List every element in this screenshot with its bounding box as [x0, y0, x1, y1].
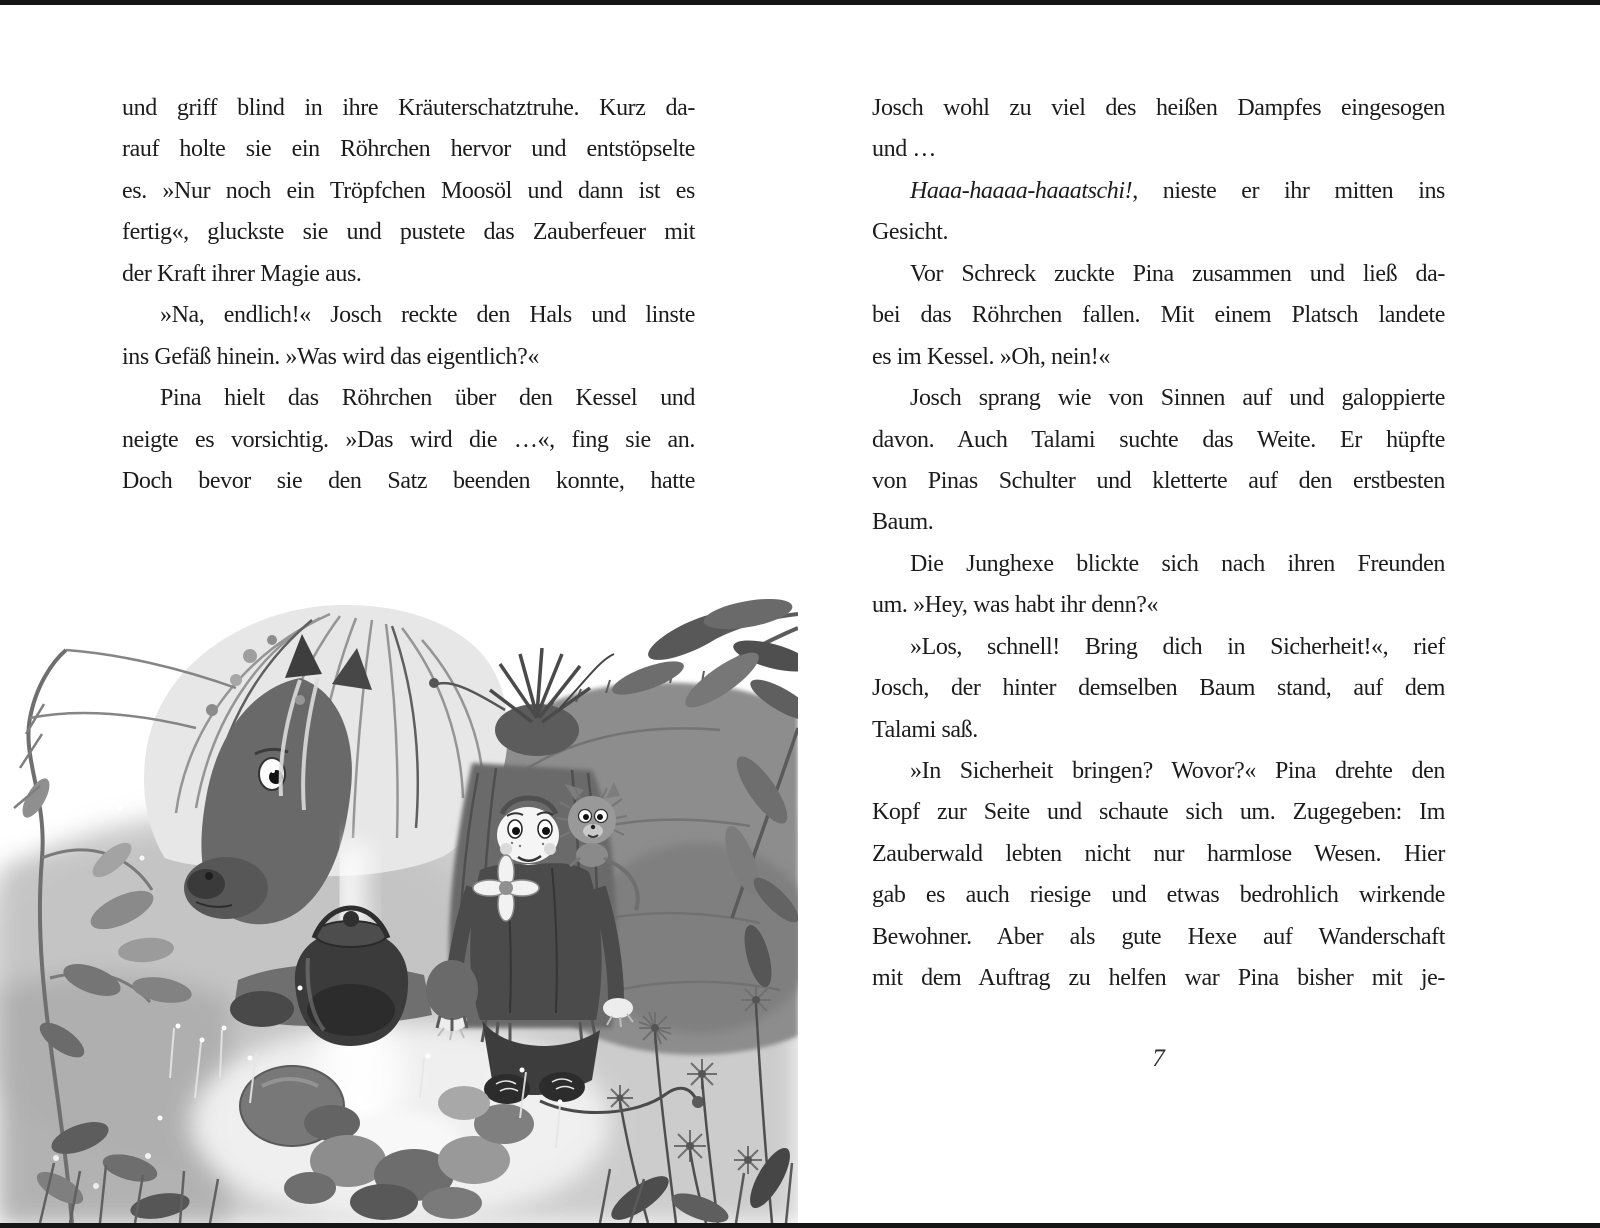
text-line: [872, 710, 1445, 751]
text-line: [872, 502, 1445, 543]
text-line: [872, 544, 1445, 585]
text-line: [872, 378, 1445, 419]
line-text: »In Sicherheit bringen? Wovor?« Pina drehte den: [910, 758, 1445, 784]
text-line: [872, 129, 1445, 170]
line-text: fertig«, gluckste sie und pustete das Zauberfeuer mit: [122, 219, 695, 246]
text-line: [872, 627, 1445, 668]
text-line: [872, 254, 1445, 295]
line-text: es im Kessel. »Oh, nein!«: [872, 343, 1110, 370]
text-line: [872, 212, 1445, 253]
left-page-text: [122, 88, 695, 502]
page-number: 7: [1152, 1045, 1165, 1072]
line-text: ins Gefäß hinein. »Was wird das eigentlich?«: [122, 343, 540, 370]
line-text: es. »Nur noch ein Tröpfchen Moosöl und dann ist es: [122, 177, 695, 204]
text-line: [122, 254, 695, 295]
line-text: »Na, endlich!« Josch reckte den Hals und linste: [160, 302, 695, 329]
story-illustration: [0, 558, 798, 1223]
text-line: [872, 958, 1445, 999]
text-line: [122, 88, 695, 129]
line-text: Zauberwald lebten nicht nur harmlose Wesen. Hier: [872, 840, 1445, 867]
line-text: davon. Auch Talami suchte das Weite. Er hüpfte: [872, 426, 1445, 453]
line-text: um. »Hey, was habt ihr denn?«: [872, 592, 1159, 619]
line-text: Die Junghexe blickte sich nach ihren Freunden: [910, 550, 1445, 577]
line-text: von Pinas Schulter und kletterte auf den erstbesten: [872, 467, 1445, 494]
line-text: Vor Schreck zuckte Pina zusammen und ließ da-: [910, 260, 1445, 287]
text-line: [872, 420, 1445, 461]
text-line: [122, 212, 695, 253]
line-text: , nieste er ihr mitten ins: [1132, 177, 1445, 204]
text-line: [872, 875, 1445, 916]
text-line: [872, 792, 1445, 833]
line-text: Pina hielt das Röhrchen über den Kessel und: [160, 385, 695, 412]
line-text: Josch, der hinter demselben Baum stand, auf dem: [872, 675, 1445, 702]
top-edge-bar: [0, 0, 1600, 5]
text-line: [122, 129, 695, 170]
text-line: [872, 917, 1445, 958]
text-line: [872, 461, 1445, 502]
text-line: [872, 171, 1445, 212]
line-text: mit dem Auftrag zu helfen war Pina bisher mit je-: [872, 965, 1445, 992]
text-line: [872, 751, 1445, 792]
text-line: [872, 337, 1445, 378]
line-text: und griff blind in ihre Kräuterschatztruhe. Kurz da-: [122, 95, 695, 121]
text-line: [122, 295, 695, 336]
line-text: Baum.: [872, 509, 934, 536]
text-line: [872, 585, 1445, 626]
text-line: [872, 295, 1445, 336]
line-text: gab es auch riesige und etwas bedrohlich wirkende: [872, 882, 1445, 909]
line-text-italic: Haaa-haaaa-haaatschi!: [910, 177, 1133, 204]
line-text: »Los, schnell! Bring dich in Sicherheit!«, rief: [910, 633, 1445, 660]
line-text: Bewohner. Aber als gute Hexe auf Wanderschaft: [872, 923, 1445, 950]
line-text: Josch wohl zu viel des heißen Dampfes eingesogen: [872, 95, 1445, 121]
right-page-text: [872, 88, 1445, 1000]
line-text: der Kraft ihrer Magie aus.: [122, 260, 362, 287]
line-text: Doch bevor sie den Satz beenden konnte, hatte: [122, 467, 695, 494]
bottom-edge-bar: [0, 1223, 1600, 1228]
text-line: [122, 171, 695, 212]
line-text: Gesicht.: [872, 219, 949, 246]
text-line: [122, 378, 695, 419]
text-line: [872, 668, 1445, 709]
line-text: Josch sprang wie von Sinnen auf und galoppierte: [910, 385, 1445, 412]
text-line: [872, 834, 1445, 875]
text-line: [122, 420, 695, 461]
line-text: Kopf zur Seite und schaute sich um. Zugegeben: Im: [872, 799, 1445, 826]
line-text: bei das Röhrchen fallen. Mit einem Platsch landete: [872, 302, 1445, 329]
text-line: [122, 337, 695, 378]
line-text: und …: [872, 136, 937, 163]
line-text: Talami saß.: [872, 716, 978, 743]
text-line: [122, 461, 695, 502]
line-text: neigte es vorsichtig. »Das wird die …«, fing sie an.: [122, 426, 695, 453]
line-text: rauf holte sie ein Röhrchen hervor und entstöpselte: [122, 136, 695, 163]
text-line: [872, 88, 1445, 129]
